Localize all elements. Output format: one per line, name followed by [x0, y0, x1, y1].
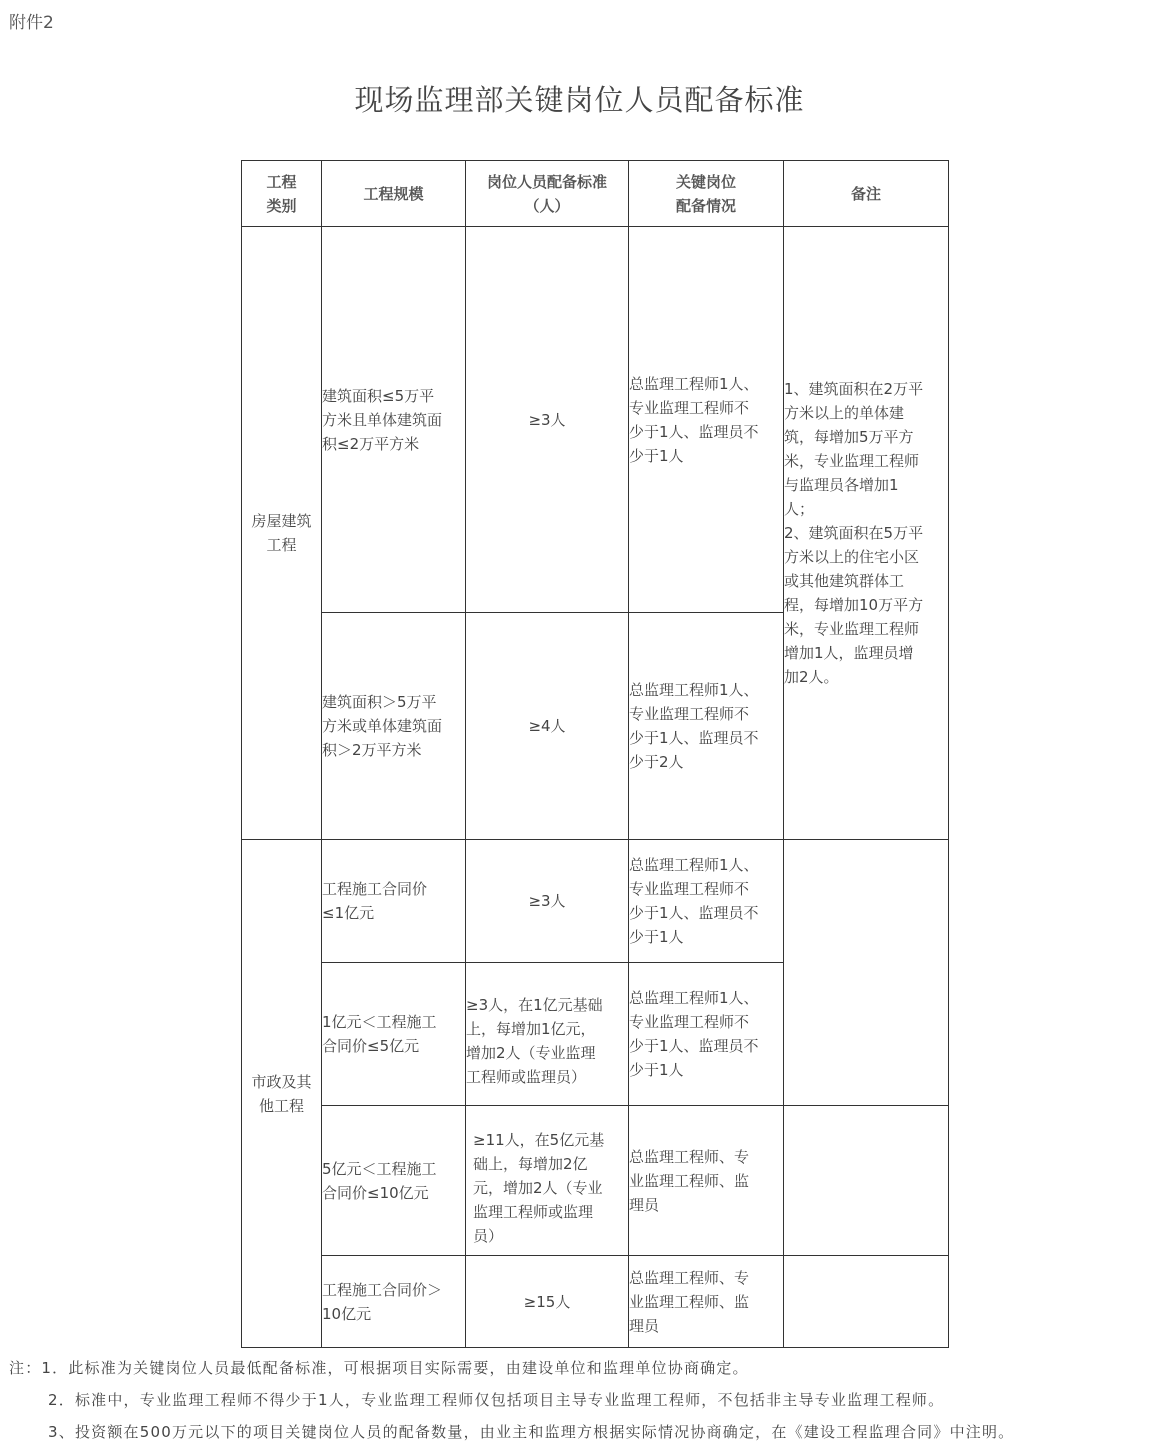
cell-line: 方米或单体建筑面	[322, 717, 443, 735]
cell-line: 少于1人	[629, 446, 684, 465]
staffing-standard-table	[241, 160, 949, 1348]
category-housing	[242, 227, 322, 840]
cell-line: 积≤2万平方米	[322, 434, 420, 453]
cell-line: 房屋建筑	[251, 512, 312, 530]
header-remarks: 备注	[784, 161, 949, 227]
cell-line: 积＞2万平方米	[322, 741, 422, 759]
cell-line: 他工程	[258, 1096, 304, 1115]
cell-line: 人；	[784, 500, 815, 518]
cell-line: 少于1人	[629, 1061, 684, 1079]
scale-cell	[322, 613, 466, 840]
cell-line: 工程师或监理员）	[466, 1068, 587, 1086]
cell-line: 业监理工程师、监	[629, 1171, 750, 1190]
scale-cell	[322, 1256, 466, 1348]
cell-line: 1、建筑面积在2万平	[784, 380, 924, 398]
cell-line: 10亿元	[322, 1304, 372, 1323]
cell-line: 米，专业监理工程师	[784, 452, 920, 470]
cell-line: 专业监理工程师不	[629, 1013, 750, 1031]
key-positions-cell	[629, 613, 784, 840]
cell-line: 方米且单体建筑面	[322, 410, 443, 429]
cell-line: 总监理工程师、专	[629, 1147, 750, 1166]
header-scale: 工程规模	[322, 161, 466, 227]
cell-line: （人）	[524, 196, 570, 215]
cell-line: 关键岗位	[675, 172, 736, 191]
cell-line: 2、建筑面积在5万平	[784, 524, 924, 542]
standard-cell: ≥4人	[466, 613, 629, 840]
table-row	[242, 1256, 949, 1348]
cell-line: ≥11人，在5亿元基	[473, 1130, 605, 1149]
cell-line: ≥3人，在1亿元基础	[466, 996, 603, 1014]
cell-line: 合同价≤10亿元	[322, 1183, 429, 1202]
standard-cell: ≥3人	[466, 227, 629, 613]
footnote-3: 3、投资额在500万元以下的项目关键岗位人员的配备数量，由业主和监理方根据实际情况协商确定，在《建设工程监理合同》中注明。	[48, 1423, 1015, 1441]
scale-cell	[322, 1106, 466, 1256]
cell-line: 增加1人，监理员增	[784, 644, 914, 662]
cell-line: 或其他建筑群体工	[784, 572, 905, 590]
cell-line: 建筑面积≤5万平	[322, 386, 435, 405]
cell-line: 少于2人	[629, 753, 684, 771]
header-key-positions	[629, 161, 784, 227]
cell-line: 员）	[473, 1226, 504, 1245]
cell-line: 总监理工程师、专	[629, 1268, 750, 1287]
cell-line: 配备情况	[675, 196, 736, 215]
cell-line: 总监理工程师1人、	[629, 989, 759, 1007]
cell-line: 总监理工程师1人、	[629, 856, 759, 874]
table-header-row	[242, 161, 949, 227]
cell-line: 岗位人员配备标准	[486, 172, 607, 191]
cell-line: 少于1人、监理员不	[629, 1037, 759, 1055]
footnote-1: 注：1．此标准为关键岗位人员最低配备标准，可根据项目实际需要，由建设单位和监理单位协商确定。	[9, 1359, 749, 1377]
cell-line: 理员	[629, 1195, 660, 1214]
standard-cell	[466, 963, 629, 1106]
key-positions-cell	[629, 227, 784, 613]
cell-line: 少于1人、监理员不	[629, 904, 759, 922]
scale-cell	[322, 840, 466, 963]
category-municipal	[242, 840, 322, 1348]
cell-line: 少于1人	[629, 928, 684, 946]
cell-line: 专业监理工程师不	[629, 705, 750, 723]
cell-line: 专业监理工程师不	[629, 880, 750, 898]
header-standard	[466, 161, 629, 227]
table-row	[242, 1106, 949, 1256]
cell-line: 米，专业监理工程师	[784, 620, 920, 638]
cell-line: 专业监理工程师不	[629, 398, 750, 417]
key-positions-cell	[629, 1106, 784, 1256]
cell-line: 类别	[266, 196, 297, 215]
cell-line: 监理工程师或监理	[473, 1202, 594, 1221]
cell-line: 元，增加2人（专业	[473, 1178, 603, 1197]
cell-line: 工程	[266, 536, 297, 554]
cell-line: 理员	[629, 1316, 660, 1335]
scale-cell	[322, 963, 466, 1106]
footnote-2: 2．标准中，专业监理工程师不得少于1人，专业监理工程师仅包括项目主导专业监理工程师，不包括非主导专业监理工程师。	[48, 1391, 945, 1409]
cell-line: 加2人。	[784, 668, 839, 686]
cell-line: 总监理工程师1人、	[629, 374, 759, 393]
cell-line: 少于1人、监理员不	[629, 729, 759, 747]
cell-line: 方米以上的单体建	[784, 404, 905, 422]
cell-line: 1亿元＜工程施工	[322, 1013, 437, 1031]
cell-line: 工程施工合同价＞	[322, 1280, 443, 1299]
header-category	[242, 161, 322, 227]
footnotes	[9, 1352, 1157, 1448]
remarks-housing	[784, 227, 949, 840]
cell-line: 与监理员各增加1	[784, 476, 899, 494]
remarks-cell	[784, 840, 949, 1106]
cell-line: ≤1亿元	[322, 904, 375, 922]
cell-line: 工程	[266, 172, 297, 191]
key-positions-cell	[629, 840, 784, 963]
cell-line: 建筑面积＞5万平	[322, 693, 437, 711]
cell-line: 业监理工程师、监	[629, 1292, 750, 1311]
remarks-cell	[784, 1106, 949, 1256]
standard-cell	[466, 840, 629, 963]
cell-line: 程，每增加10万平方	[784, 596, 924, 614]
cell-line: 增加2人（专业监理	[466, 1044, 596, 1062]
key-positions-cell	[629, 1256, 784, 1348]
cell-line: 上，每增加1亿元，	[466, 1020, 596, 1038]
scale-cell	[322, 227, 466, 613]
cell-line: 础上，每增加2亿	[473, 1154, 588, 1173]
cell-line: 方米以上的住宅小区	[784, 548, 920, 566]
document-title: 现场监理部关键岗位人员配备标准	[354, 83, 805, 117]
table-row	[242, 840, 949, 963]
cell-line: 少于1人、监理员不	[629, 422, 759, 441]
cell-line: 总监理工程师1人、	[629, 681, 759, 699]
cell-line: 筑，每增加5万平方	[784, 428, 914, 446]
cell-line: ≥15人	[523, 1292, 571, 1311]
remarks-cell	[784, 1256, 949, 1348]
attachment-label: 附件2	[9, 13, 54, 33]
table-row	[242, 227, 949, 613]
cell-line: ≥3人	[528, 892, 566, 910]
cell-line: 合同价≤5亿元	[322, 1037, 420, 1055]
cell-line: 市政及其	[251, 1072, 312, 1091]
key-positions-cell	[629, 963, 784, 1106]
cell-line: 5亿元＜工程施工	[322, 1159, 437, 1178]
cell-line: 工程施工合同价	[322, 880, 428, 898]
standard-cell	[466, 1106, 629, 1256]
standard-cell	[466, 1256, 629, 1348]
